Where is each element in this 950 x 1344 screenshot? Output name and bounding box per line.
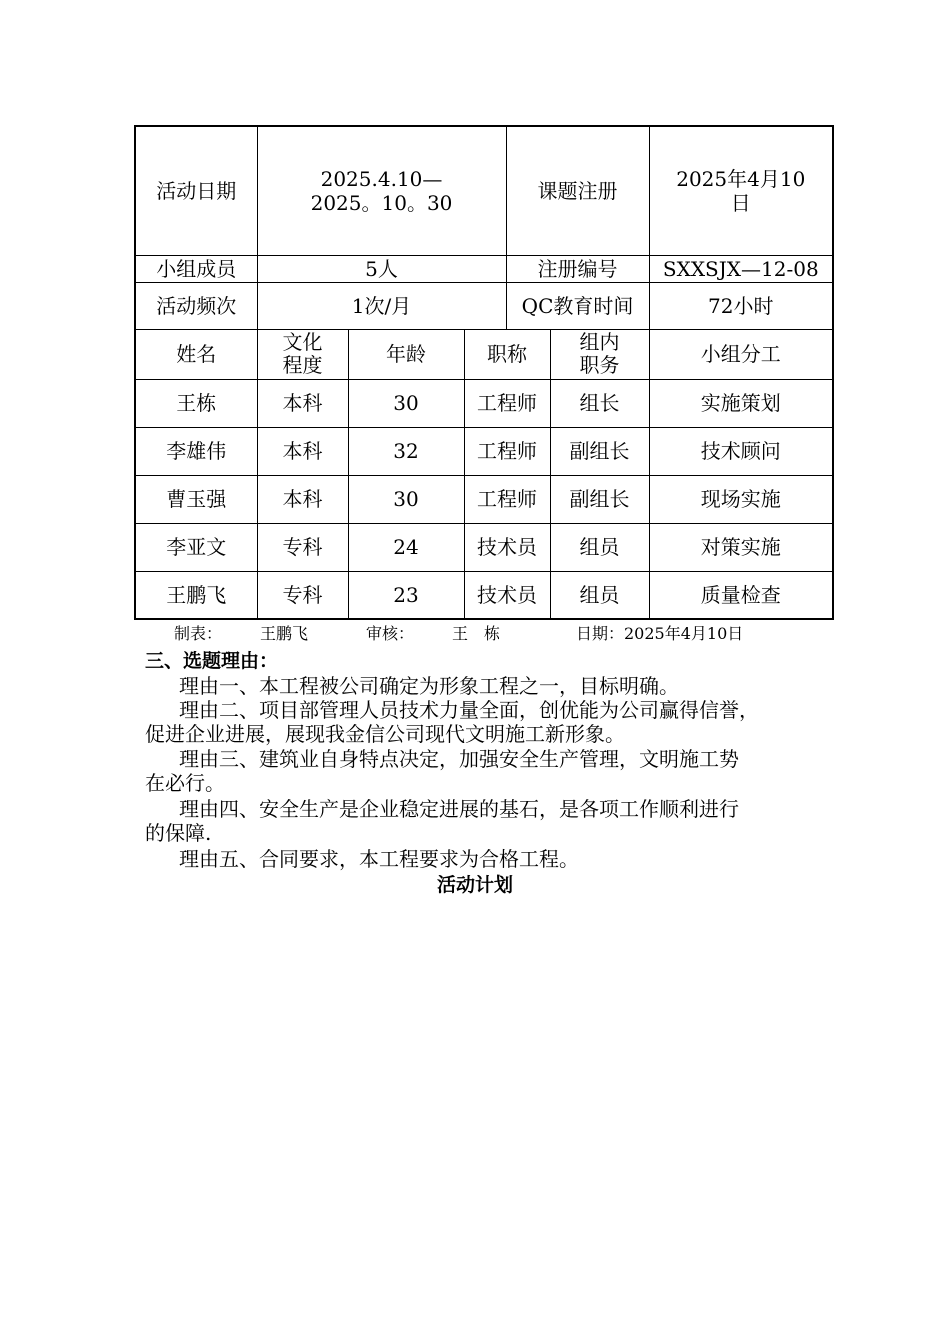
member-title: 工程师 xyxy=(464,379,550,427)
member-age: 30 xyxy=(348,379,464,427)
header-role: 组内 职务 xyxy=(550,329,649,379)
maker-name: 王鹏飞 xyxy=(260,624,309,643)
member-name: 王鹏飞 xyxy=(135,571,257,619)
member-age: 32 xyxy=(348,427,464,475)
header-education: 文化 程度 xyxy=(257,329,348,379)
member-name: 李雄伟 xyxy=(135,427,257,475)
reason-3-line-1: 理由三、建筑业自身特点决定，加强安全生产管理，文明施工势 xyxy=(179,747,739,771)
member-role: 组长 xyxy=(550,379,649,427)
reason-4-line-2: 的保障. xyxy=(145,821,212,845)
activity-date-value: 2025.4.10— 2025。10。30 xyxy=(257,126,506,255)
member-role: 组员 xyxy=(550,571,649,619)
member-title: 工程师 xyxy=(464,427,550,475)
qc-group-table xyxy=(134,125,834,620)
topic-register-date: 2025年4月10 日 xyxy=(649,126,833,255)
table-row xyxy=(135,475,833,523)
member-header-row xyxy=(135,329,833,379)
member-role: 组员 xyxy=(550,523,649,571)
member-age: 24 xyxy=(348,523,464,571)
header-task: 小组分工 xyxy=(649,329,833,379)
qc-education-label: QC教育时间 xyxy=(506,282,649,329)
member-task: 技术顾问 xyxy=(649,427,833,475)
member-education: 专科 xyxy=(257,571,348,619)
register-number-value: SXXSJX—12-08 xyxy=(649,255,833,282)
member-task: 对策实施 xyxy=(649,523,833,571)
member-education: 本科 xyxy=(257,379,348,427)
table-row xyxy=(135,379,833,427)
member-role: 副组长 xyxy=(550,427,649,475)
topic-register-label: 课题注册 xyxy=(506,126,649,255)
members-row xyxy=(135,255,833,282)
register-number-label: 注册编号 xyxy=(506,255,649,282)
member-education: 本科 xyxy=(257,427,348,475)
member-age: 23 xyxy=(348,571,464,619)
reviewer-label: 审核： xyxy=(366,624,415,643)
qc-education-value: 72小时 xyxy=(649,282,833,329)
frequency-label: 活动频次 xyxy=(135,282,257,329)
date-value: 2025年4月10日 xyxy=(624,624,744,643)
header-title: 职称 xyxy=(464,329,550,379)
member-age: 30 xyxy=(348,475,464,523)
member-education: 专科 xyxy=(257,523,348,571)
member-name: 王栋 xyxy=(135,379,257,427)
reason-1: 理由一、本工程被公司确定为形象工程之一，目标明确。 xyxy=(179,674,679,698)
reason-2-line-1: 理由二、项目部管理人员技术力量全面，创优能为公司赢得信誉， xyxy=(179,698,759,722)
reason-3-line-2: 在必行。 xyxy=(145,771,225,795)
member-name: 曹玉强 xyxy=(135,475,257,523)
reason-5: 理由五、合同要求，本工程要求为合格工程。 xyxy=(179,847,579,871)
table-row xyxy=(135,571,833,619)
table-row xyxy=(135,523,833,571)
member-title: 技术员 xyxy=(464,523,550,571)
reason-4-line-1: 理由四、安全生产是企业稳定进展的基石，是各项工作顺利进行 xyxy=(179,797,739,821)
plan-title: 活动计划 xyxy=(436,874,513,896)
maker-label: 制表： xyxy=(174,624,223,643)
member-task: 实施策划 xyxy=(649,379,833,427)
member-title: 工程师 xyxy=(464,475,550,523)
member-task: 质量检查 xyxy=(649,571,833,619)
members-label: 小组成员 xyxy=(135,255,257,282)
activity-date-row xyxy=(135,126,833,255)
frequency-value: 1次/月 xyxy=(257,282,506,329)
activity-date-label: 活动日期 xyxy=(135,126,257,255)
member-name: 李亚文 xyxy=(135,523,257,571)
date-label: 日期： xyxy=(576,624,625,643)
header-age: 年龄 xyxy=(348,329,464,379)
reason-2-line-2: 促进企业进展，展现我金信公司现代文明施工新形象。 xyxy=(145,722,625,746)
member-education: 本科 xyxy=(257,475,348,523)
reviewer-name: 王 栋 xyxy=(452,624,501,643)
member-task: 现场实施 xyxy=(649,475,833,523)
section-heading: 三、选题理由： xyxy=(145,650,279,672)
table-row xyxy=(135,427,833,475)
member-title: 技术员 xyxy=(464,571,550,619)
members-value: 5人 xyxy=(257,255,506,282)
member-role: 副组长 xyxy=(550,475,649,523)
header-name: 姓名 xyxy=(135,329,257,379)
frequency-row xyxy=(135,282,833,329)
